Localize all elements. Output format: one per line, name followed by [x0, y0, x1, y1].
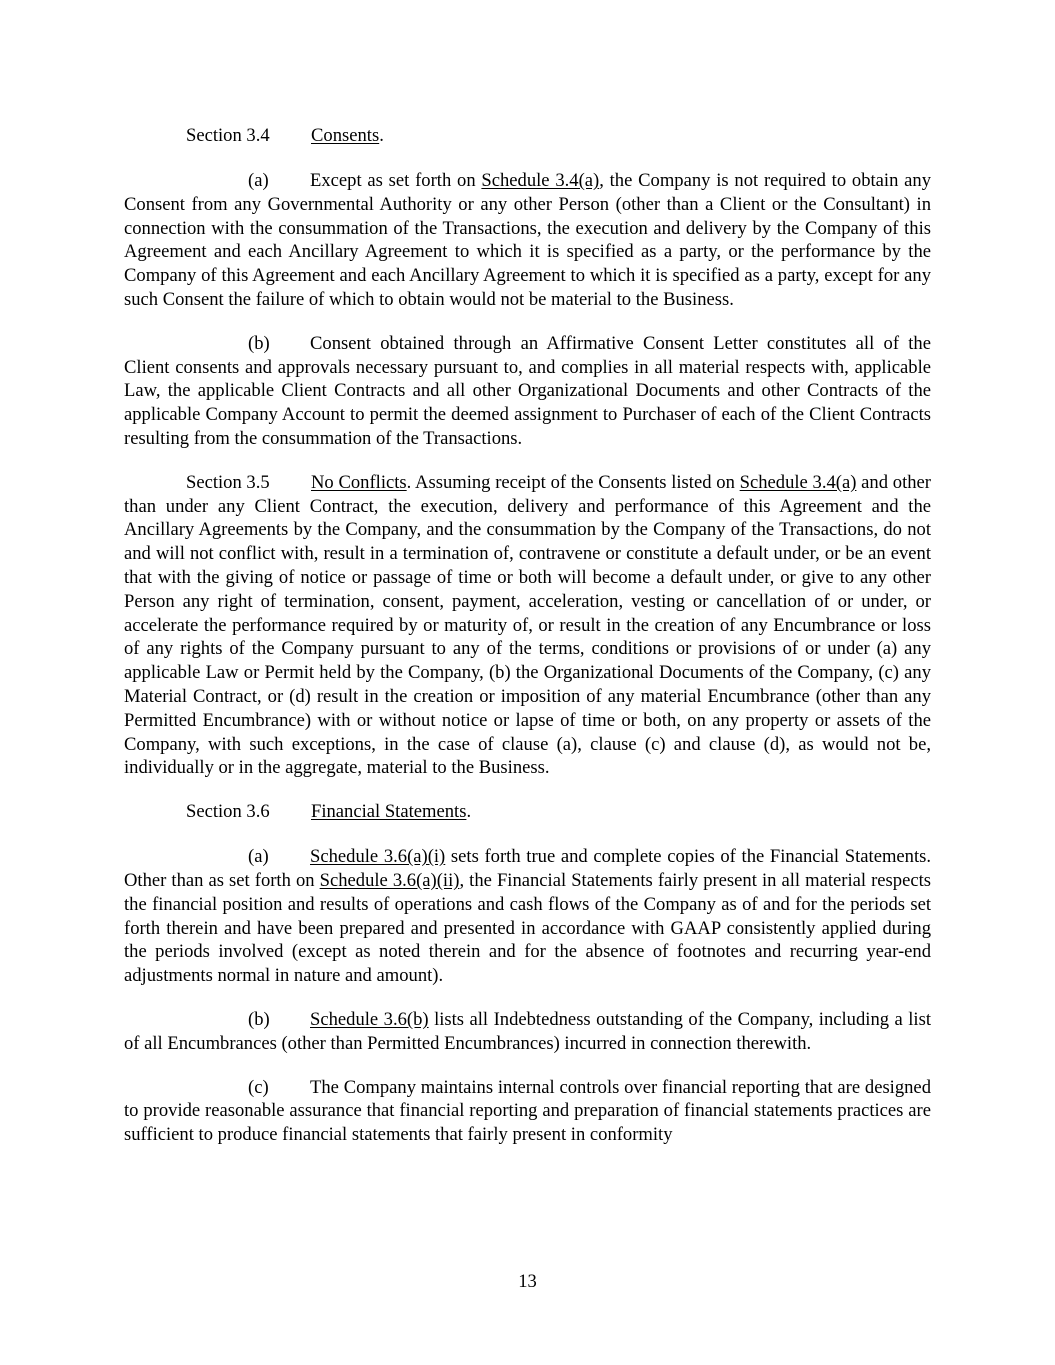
section-number: Section 3.6 — [186, 801, 270, 823]
page-number: 13 — [518, 1271, 537, 1292]
clause-label: (c) — [248, 1076, 269, 1098]
section-3-6-heading: Section 3.6 Financial Statements. — [186, 801, 472, 823]
section-number: Section 3.5 — [186, 471, 270, 493]
schedule-reference: Schedule 3.6(a)(i) — [310, 846, 446, 868]
schedule-reference: Schedule 3.4(a) — [739, 471, 857, 493]
clause-label: (b) — [248, 332, 270, 354]
section-title: Consents — [311, 125, 380, 146]
section-number: Section 3.4 — [186, 125, 270, 146]
section-3-6-b-paragraph: (b) Schedule 3.6(b) lists all Indebtedness outstanding of the Company, including a list of all Encumbrances (other than Permitted Encumbrances) incurred in connection therewith. — [124, 1008, 931, 1054]
schedule-reference: Schedule 3.6(a)(ii) — [319, 869, 460, 891]
clause-label: (a) — [248, 846, 269, 868]
section-title: No Conflicts — [311, 471, 407, 493]
clause-label: (a) — [248, 170, 269, 191]
section-3-5-paragraph: Section 3.5 No Conflicts. Assuming receipt of the Consents listed on Schedule 3.4(a) and other than under any Client Contract, the execution, delivery and performance of this Agreement and the Ancillary Agreements by the Company, and the consummation by the Company of the Transactions, do not and will not conflict with, result in a termination of, contravene or constitute a default under, or be an event that with the giving of notice or passage of time or both will become a default under, or give to any other Person any right of termination, consent, payment, acceleration, vesting or cancellation of or under, or accelerate the performance required by or maturity of, or result in the creation of any Encumbrance or loss of any rights of the Company pursuant to any of the terms, conditions or provisions of or under (a) any applicable Law or Permit held by the Company, (b) the Organizational Documents of the Company, (c) any Material Contract, or (d) result in the creation or imposition of any material Encumbrance (other than any Permitted Encumbrance) with or without notice or lapse of time or both, on any property or assets of the Company, with such exceptions, in the case of clause (a), clause (c) and clause (d), as would not be, individually or in the aggregate, material to the Business. — [124, 471, 931, 779]
section-3-4-b-paragraph: (b) Consent obtained through an Affirmative Consent Letter constitutes all of the Client consents and approvals necessary pursuant to, and complies in all material respects with, applicable Law, the applicable Client Contracts and all other Organizational Documents and other Contracts of the applicable Company Account to permit the deemed assignment to Purchaser of each of the Client Contracts resulting from the consummation of the Transactions. — [124, 332, 931, 449]
section-3-6-c-paragraph: (c) The Company maintains internal controls over financial reporting that are designed to provide reasonable assurance that financial reporting and preparation of financial statements practices are sufficient to produce financial statements that fairly present in conformity — [124, 1076, 931, 1146]
schedule-reference: Schedule 3.4(a) — [481, 170, 600, 191]
section-3-4-heading: Section 3.4 Consents. — [186, 125, 384, 146]
document-page — [124, 124, 931, 1147]
section-title: Financial Statements — [311, 801, 467, 823]
schedule-reference: Schedule 3.6(b) — [310, 1008, 429, 1030]
section-3-4-a-paragraph: (a) Except as set forth on Schedule 3.4(a), the Company is not required to obtain any Consent from any Governmental Authority or any other Person (other than a Client or the Consultant) in connection with the consummation of the Transactions, the execution and delivery by the Company of this Agreement and each Ancillary Agreement to which it is specified as a party, or the performance by the Company of this Agreement and each Ancillary Agreement to which it is specified as a party, except for any such Consent the failure of which to obtain would not be material to the Business. — [124, 170, 932, 310]
clause-label: (b) — [248, 1008, 270, 1030]
section-3-6-a-paragraph: (a) Schedule 3.6(a)(i) sets forth true and complete copies of the Financial Statements. Other than as set forth on Schedule 3.6(a)(ii), the Financial Statements fairly present in all material respects the financial position and results of operations and cash flows of the Company as of and for the periods set forth therein and have been prepared and presented in accordance with GAAP consistently applied during the periods involved (except as noted therein and for the absence of footnotes and recurring year-end adjustments normal in nature and amount). — [124, 846, 932, 987]
